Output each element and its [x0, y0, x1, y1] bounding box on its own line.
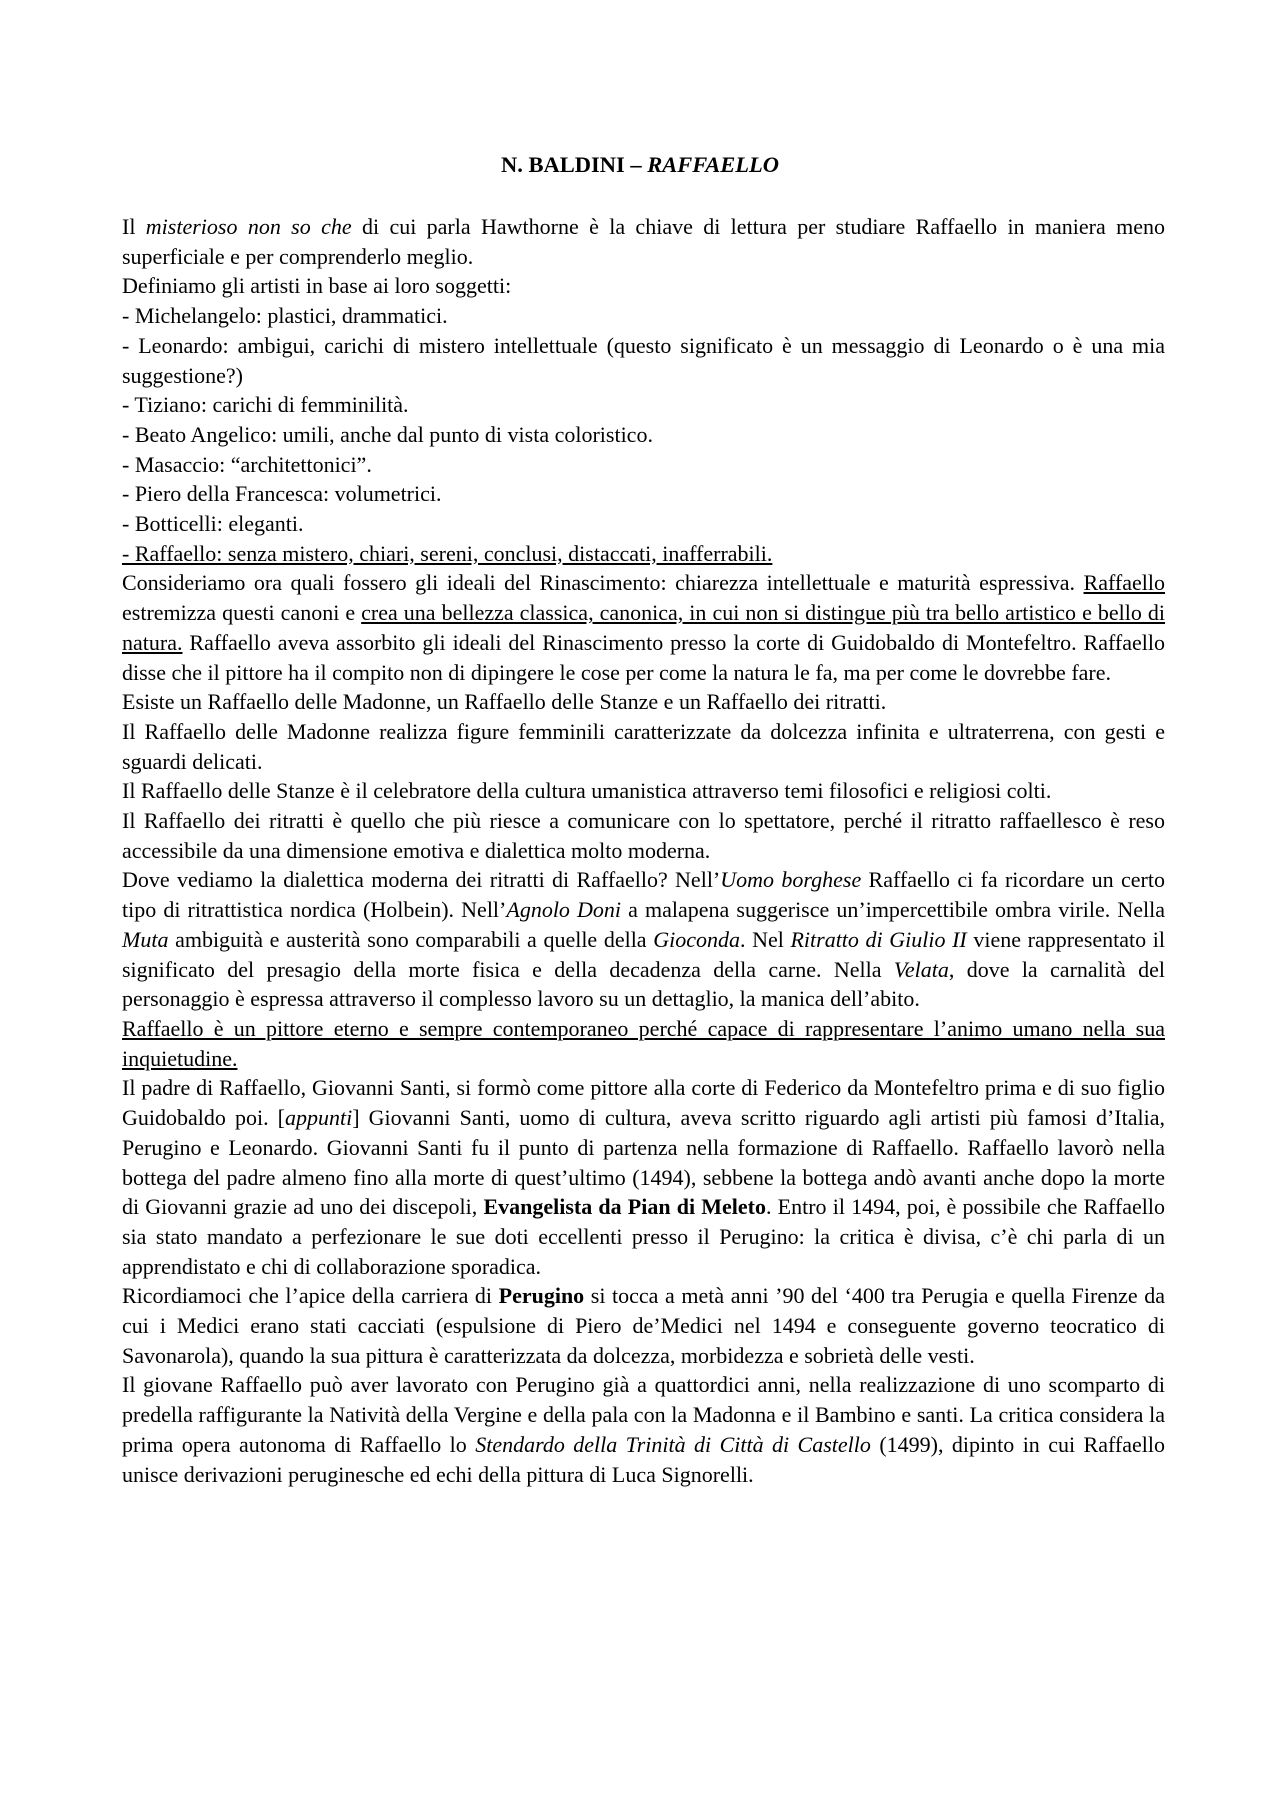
italic-run: misterioso non so che: [145, 214, 352, 239]
italic-run: Gioconda: [653, 926, 740, 952]
text-run: Il padre di Raffaello, Giovanni Santi, si formò come pittore alla corte di Federico da Montefeltro prima e di suo figlio Guidobaldo poi. [: [122, 1075, 1165, 1131]
paragraph-giovane: [122, 1370, 1165, 1489]
paragraph-padre: [122, 1073, 1165, 1281]
bold-run: Evangelista da Pian di Meleto: [483, 1194, 766, 1220]
text-run: Consideriamo ora quali fossero gli ideali del Rinascimento: chiarezza intellettuale e maturità espressiva.: [122, 570, 1084, 596]
paragraph-madonne: Il Raffaello delle Madonne realizza figure femminili caratterizzate da dolcezza infinita e ultraterrena, con gesti e sguardi delicati.: [122, 718, 1165, 774]
list-item: - Botticelli: eleganti.: [122, 511, 304, 537]
italic-run: Agnolo Doni: [506, 897, 622, 923]
paragraph-perugino: [122, 1281, 1165, 1370]
underlined-run: - Raffaello: senza mistero, chiari, sereni, conclusi, distaccati, inafferrabili.: [122, 540, 773, 566]
title-work: RAFFAELLO: [647, 152, 779, 177]
text-run: Ricordiamoci che l’apice della carriera di: [122, 1283, 499, 1309]
paragraph-stanze: Il Raffaello delle Stanze è il celebratore della cultura umanistica attraverso temi filosofici e religiosi colti.: [122, 778, 1052, 804]
underlined-run: crea una bellezza classica, canonica, in cui non si distingue più tra bello artistico e bello di natura.: [122, 600, 1166, 655]
text-run: viene rappresentato il significato del presagio della morte fisica e della decadenza della carne. Nella: [122, 926, 1165, 982]
paragraph-three-raffaellos: Esiste un Raffaello delle Madonne, un Raffaello delle Stanze e un Raffaello dei ritratti.: [122, 689, 887, 715]
text-run: Il giovane Raffaello può aver lavorato con Perugino già a quattordici anni, nella realizzazione di uno scomparto di predella raffigurante la Natività della Vergine e della pala con la Madonna e il Bambino e santi. La critica considera la prima opera autonoma di Raffaello lo: [122, 1372, 1165, 1457]
text-run: estremizza questi canoni e: [122, 600, 362, 626]
italic-run: Muta: [122, 926, 169, 952]
text-run: a malapena suggerisce un’impercettibile ombra virile. Nella: [621, 897, 1165, 923]
text-run: . Nel: [739, 926, 791, 952]
italic-run: Velata: [893, 956, 949, 982]
text-run: . Entro il 1494, poi, è possibile che Raffaello sia stato mandato a perfezionare le sue doti eccellenti presso il Perugino: la critica è divisa, c’è chi parla di un apprendistato e chi di collaborazione sporadica.: [122, 1194, 1165, 1279]
text-run: Raffaello ci fa ricordare un certo tipo di ritrattistica nordica (Holbein). Nell’: [122, 867, 1165, 923]
list-item: - Michelangelo: plastici, drammatici.: [122, 303, 448, 329]
italic-run: appunti: [285, 1105, 353, 1131]
text-run: Il: [122, 214, 146, 239]
paragraph-ritratti: Il Raffaello dei ritratti è quello che più riesce a comunicare con lo spettatore, perché il ritratto raffaellesco è reso accessibile da una dimensione emotiva e dialettica molto moderna.: [122, 808, 1165, 863]
italic-run: Uomo borghese: [720, 867, 862, 893]
text-run: si tocca a metà anni ’90 del ‘400 tra Perugia e quella Firenze da cui i Medici erano stati cacciati (espulsione di Piero de’Medici nel 1494 e conseguente governo teocratico di Savonarola), quando la sua pittura è caratterizzata da dolcezza, morbidezza e sobrietà delle vesti.: [122, 1283, 1165, 1368]
italic-run: Ritratto di Giulio II: [790, 926, 967, 952]
title-dash: –: [624, 152, 648, 177]
text-run: ] Giovanni Santi, uomo di cultura, aveva scritto riguardo agli artisti più famosi d’Italia, Perugino e Leonardo. Giovanni Santi fu il punto di partenza nella formazione di Raffaello. Raffaello lavorò nella bottega del padre almeno fino alla morte di quest’ultimo (1494), sebbene la bottega andò avanti anche dopo la morte di Giovanni grazie ad uno dei discepoli,: [122, 1105, 1165, 1220]
text-run: Raffaello aveva assorbito gli ideali del Rinascimento presso la corte di Guidobaldo di Montefeltro. Raffaello disse che il pittore ha il compito non di dipingere le cose per come la natura le fa, ma per come le dovrebbe fare.: [122, 629, 1165, 685]
list-item: - Piero della Francesca: volumetrici.: [122, 481, 442, 507]
paragraph-ideals: [122, 568, 1165, 687]
italic-run: Stendardo della Trinità di Città di Castello: [475, 1431, 871, 1457]
document-title: [0, 150, 1280, 180]
text-run: ambiguità e austerità sono comparabili a quelle della: [168, 926, 654, 952]
list-item-raffaello: [122, 539, 1165, 569]
list-item: - Tiziano: carichi di femminilità.: [122, 392, 409, 418]
underlined-run: Raffaello: [1083, 570, 1165, 596]
list-item: - Beato Angelico: umili, anche dal punto di vista coloristico.: [122, 421, 653, 447]
text-run: (1499), dipinto in cui Raffaello unisce derivazioni perugines​che ed echi della pittura di Luca Signorelli.: [122, 1431, 1165, 1487]
paragraph-dialettica: [122, 865, 1165, 1014]
bold-run: Perugino: [498, 1283, 585, 1309]
list-item: - Masaccio: “architettonici”.: [122, 451, 372, 477]
text-run: di cui parla Hawthorne è la chiave di lettura per studiare Raffaello in maniera meno superficiale e per comprenderlo meglio.: [122, 214, 1165, 269]
paragraph-eterno: [122, 1014, 1165, 1073]
document-body: [122, 212, 1165, 1489]
title-author: N. BALDINI: [501, 152, 625, 177]
list-item: - Leonardo: ambigui, carichi di mistero intellettuale (questo significato è un messaggio di Leonardo o è una mia suggestione?): [122, 332, 1165, 388]
text-run: Dove vediamo la dialettica moderna dei ritratti di Raffaello? Nell’: [122, 867, 721, 893]
text-run: , dove la carnalità del personaggio è espressa attraverso il complesso lavoro su un dettaglio, la manica dell’abito.: [122, 956, 1165, 1012]
paragraph-intro: [122, 212, 1165, 271]
paragraph-definitions: Definiamo gli artisti in base ai loro soggetti:: [122, 273, 512, 299]
underlined-run: Raffaello è un pittore eterno e sempre contemporaneo perché capace di rappresentare l’animo umano nella sua inquietudine.: [122, 1015, 1165, 1071]
